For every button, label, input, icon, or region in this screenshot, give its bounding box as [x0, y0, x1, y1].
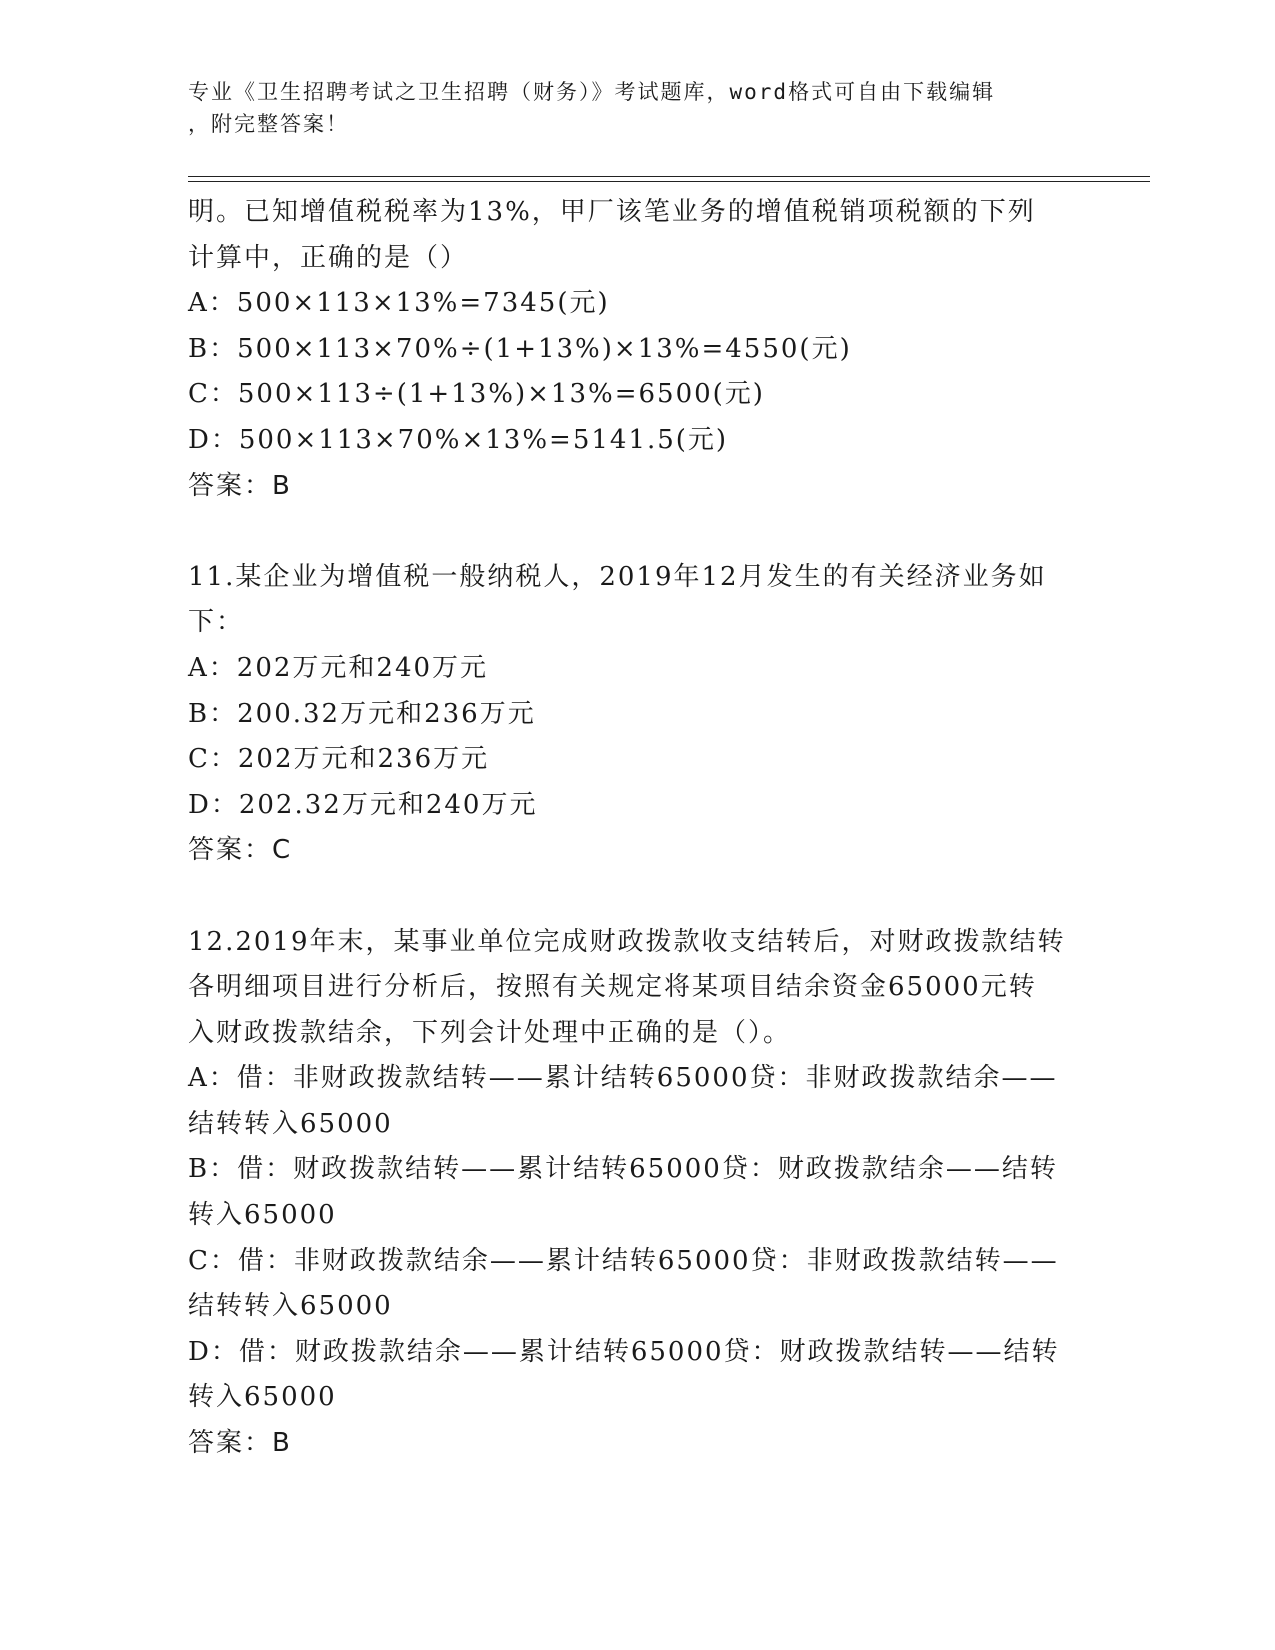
header-divider-bottom — [188, 181, 1150, 182]
answer-line: 答案：B — [188, 1428, 292, 1459]
option-b: B：500×113×70%÷(1+13%)×13%=4550(元) — [188, 333, 852, 364]
option-d-continued: 转入65000 — [188, 1382, 337, 1413]
document-header — [188, 76, 1068, 140]
question-spacer — [188, 874, 1088, 920]
option-c: C：500×113÷(1+13%)×13%=6500(元) — [188, 379, 765, 410]
question-11 — [188, 555, 1088, 874]
answer-line: 答案：B — [188, 470, 292, 501]
question-stem-line: 入财政拨款结余，下列会计处理中正确的是（）。 — [188, 1017, 792, 1048]
question-stem-line: 各明细项目进行分析后，按照有关规定将某项目结余资金65000元转 — [188, 972, 1037, 1003]
option-c: C：202万元和236万元 — [188, 744, 490, 775]
option-b-continued: 转入65000 — [188, 1200, 337, 1231]
option-d: D：500×113×70%×13%=5141.5(元) — [188, 424, 729, 455]
question-12 — [188, 920, 1088, 1467]
document-body — [188, 190, 1088, 1467]
answer-line: 答案：C — [188, 835, 293, 866]
question-stem-line: 明。已知增值税税率为13%，甲厂该笔业务的增值税销项税额的下列 — [188, 197, 1036, 227]
option-b: B：借：财政拨款结转——累计结转65000贷：财政拨款结余——结转 — [188, 1154, 1058, 1185]
question-stem-line: 11.某企业为增值税一般纳税人，2019年12月发生的有关经济业务如 — [188, 561, 1047, 592]
header-divider-top — [188, 176, 1150, 177]
header-line-1: 专业《卫生招聘考试之卫生招聘（财务）》考试题库，word格式可自由下载编辑 — [188, 80, 996, 104]
option-a-continued: 结转转入65000 — [188, 1108, 393, 1139]
option-a: A：202万元和240万元 — [188, 652, 489, 683]
option-a: A：500×113×13%=7345(元) — [188, 288, 610, 319]
option-a: A：借：非财政拨款结转——累计结转65000贷：非财政拨款结余—— — [188, 1063, 1058, 1094]
option-b: B：200.32万元和236万元 — [188, 698, 536, 729]
question-10 — [188, 190, 1088, 509]
option-d: D：借：财政拨款结余——累计结转65000贷：财政拨款结转——结转 — [188, 1336, 1060, 1367]
question-stem-line: 12.2019年末，某事业单位完成财政拨款收支结转后，对财政拨款结转 — [188, 926, 1066, 957]
question-stem-line: 下： — [188, 607, 245, 638]
option-c: C：借：非财政拨款结余——累计结转65000贷：非财政拨款结转—— — [188, 1245, 1059, 1276]
question-spacer — [188, 509, 1088, 555]
question-stem-line: 计算中，正确的是（） — [188, 242, 469, 273]
header-line-2: ，附完整答案！ — [188, 112, 349, 136]
option-c-continued: 结转转入65000 — [188, 1291, 393, 1322]
option-d: D：202.32万元和240万元 — [188, 789, 538, 820]
